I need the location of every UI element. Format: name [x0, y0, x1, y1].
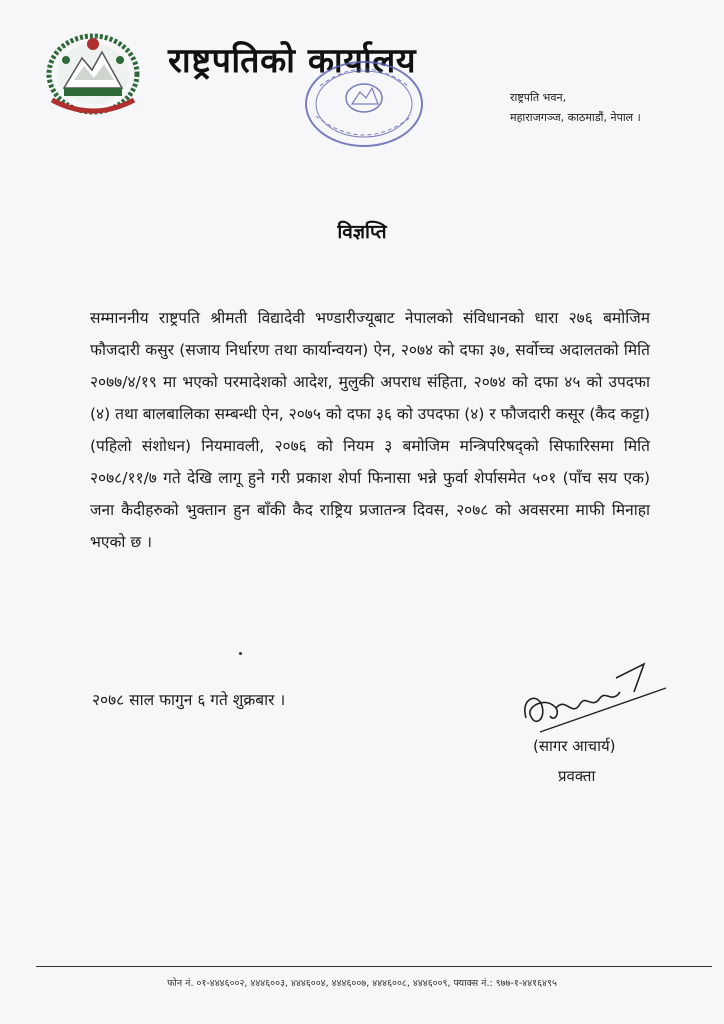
stray-dot	[239, 652, 242, 655]
handwritten-signature-icon	[516, 648, 676, 738]
address-line-1: राष्ट्रपति भवन,	[510, 91, 567, 104]
footer-contact: फोन नं. ०१-४४४६००२, ४४४६००३, ४४४६००४, ४४४६००७, ४४४६००८, ४४४६००९, फ्याक्स नं.: ९७७-१-४४१६४९५	[167, 978, 557, 989]
office-name: राष्ट्रपतिको कार्यालय	[168, 41, 417, 81]
signer-name: (सागर आचार्य)	[533, 737, 616, 755]
notice-heading: विज्ञप्ति	[337, 221, 387, 243]
office-address	[510, 88, 641, 128]
footer-divider	[36, 966, 712, 967]
office-seal-stamp-icon	[302, 58, 426, 150]
signer-title: प्रवक्ता	[558, 767, 596, 785]
nepal-coat-of-arms-icon	[44, 30, 142, 116]
address-line-2: महाराजगञ्ज, काठमाडौं, नेपाल ।	[510, 111, 641, 124]
notice-date: २०७८ साल फागुन ६ गते शुक्रबार ।	[92, 691, 286, 709]
notice-body: सम्माननीय राष्ट्रपति श्रीमती विद्यादेवी भण्डारीज्यूबाट नेपालको संविधानको धारा २७६ बमोजिम फौजदारी कसुर (सजाय निर्धारण तथा कार्यान्वयन) ऐन, २०७४ को दफा ३७, सर्वोच्च अदालतको मिति २०७७/४/१९ मा भएको परमादेशको आदेश, मुलुकी अपराध संहिता, २०७४ को दफा ४५ को उपदफा (४) तथा बालबालिका सम्बन्धी ऐन, २०७५ को दफा ३६ को उपदफा (४) र फौजदारी कसूर (कैद कट्टा) (पहिलो संशोधन) नियमावली, २०७६ को नियम ३ बमोजिम मन्त्रिपरिषद्को सिफारिसमा मिति २०७८/११/७ गते देखि लागू हुने गरी प्रकाश शेर्पा फिनासा भन्ने फुर्वा शेर्पासमेत ५०१ (पाँच सय एक) जना कैदीहरुको भुक्तान हुन बाँकी कैद राष्ट्रिय प्रजातन्त्र दिवस, २०७८ को अवसरमा माफी मिनाहा भएको छ ।	[90, 309, 650, 551]
